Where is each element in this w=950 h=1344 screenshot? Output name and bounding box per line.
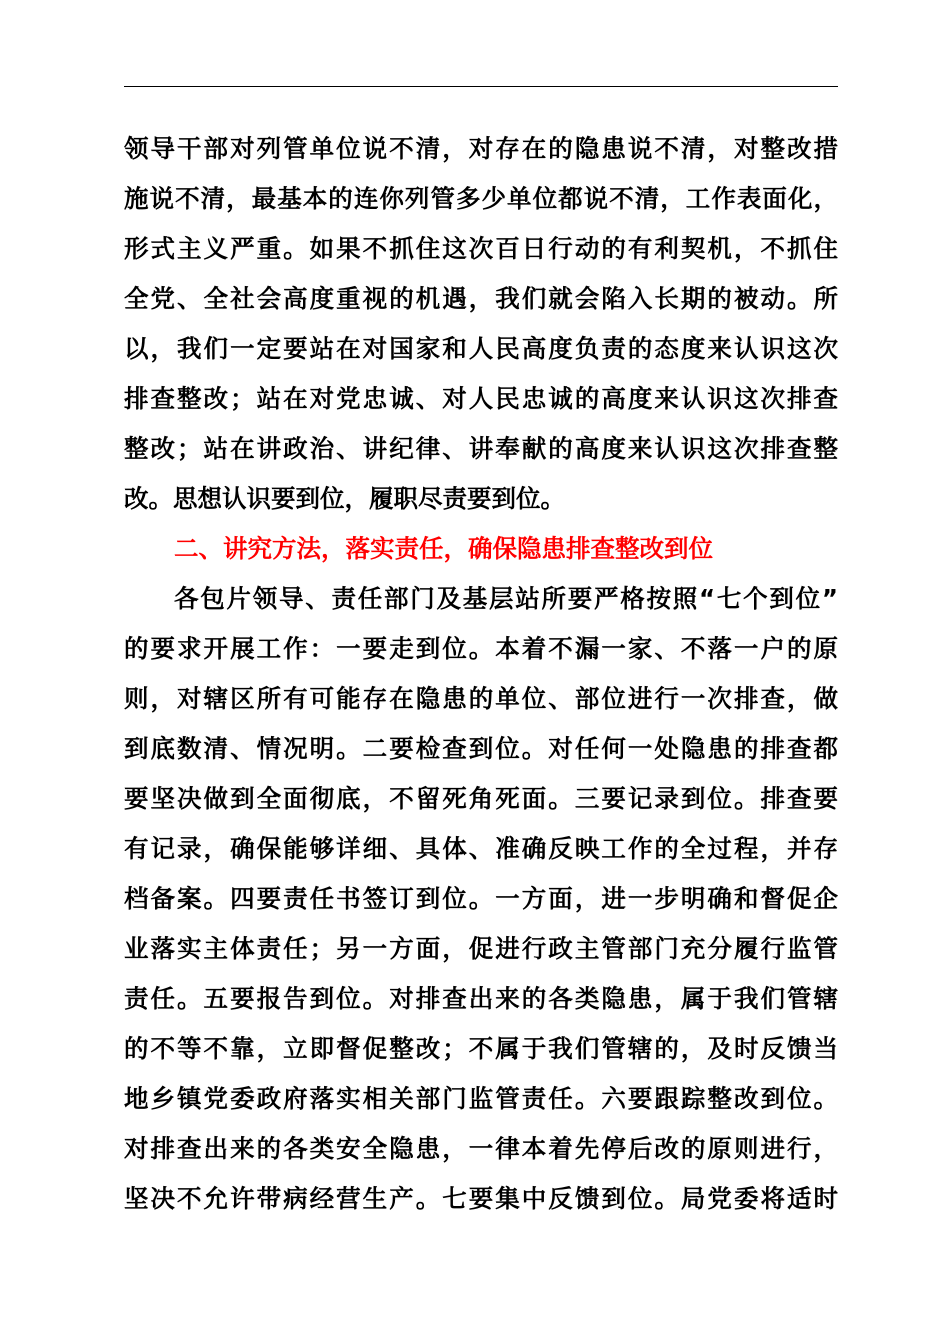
- text-line: 整改；站在讲政治、讲纪律、讲奉献的高度来认识这次排查整: [124, 434, 838, 463]
- text-line: 地乡镇党委政府落实相关部门监管责任。六要跟踪整改到位。: [124, 1084, 838, 1113]
- text-line: 有记录，确保能够详细、具体、准确反映工作的全过程，并存: [124, 834, 838, 863]
- text-line: 坚决不允许带病经营生产。七要集中反馈到位。局党委将适时: [124, 1184, 838, 1213]
- text-line: 业落实主体责任；另一方面，促进行政主管部门充分履行监管: [124, 934, 838, 963]
- section-heading-2: 二、讲究方法，落实责任，确保隐患排查整改到位: [174, 534, 713, 563]
- text-line: 则，对辖区所有可能存在隐患的单位、部位进行一次排查，做: [124, 684, 838, 713]
- document-body: [124, 124, 838, 1224]
- paragraph-section1-continuation: [124, 124, 838, 524]
- text-line: 到底数清、情况明。二要检查到位。对任何一处隐患的排查都: [124, 734, 838, 763]
- text-line: 各包片领导、责任部门及基层站所要严格按照“七个到位”: [174, 584, 838, 613]
- paragraph-section2: [124, 574, 838, 1224]
- text-line: 领导干部对列管单位说不清，对存在的隐患说不清，对整改措: [124, 134, 838, 163]
- text-line: 责任。五要报告到位。对排查出来的各类隐患，属于我们管辖: [124, 984, 838, 1013]
- text-line: 以，我们一定要站在对国家和人民高度负责的态度来认识这次: [124, 334, 838, 363]
- text-line: 要坚决做到全面彻底，不留死角死面。三要记录到位。排查要: [124, 784, 838, 813]
- text-line: 形式主义严重。如果不抓住这次百日行动的有利契机，不抓住: [124, 234, 838, 263]
- text-line: 的不等不靠，立即督促整改；不属于我们管辖的，及时反馈当: [124, 1034, 838, 1063]
- header-rule: [124, 86, 838, 87]
- text-line: 对排查出来的各类安全隐患，一律本着先停后改的原则进行，: [124, 1134, 838, 1163]
- text-line: 施说不清，最基本的连你列管多少单位都说不清，工作表面化，: [124, 184, 838, 213]
- text-line: 排查整改；站在对党忠诚、对人民忠诚的高度来认识这次排查: [124, 384, 838, 413]
- text-line: 的要求开展工作：一要走到位。本着不漏一家、不落一户的原: [124, 634, 838, 663]
- text-line: 全党、全社会高度重视的机遇，我们就会陷入长期的被动。所: [124, 284, 838, 313]
- text-line: 档备案。四要责任书签订到位。一方面，进一步明确和督促企: [124, 884, 838, 913]
- text-line: 改。思想认识要到位，履职尽责要到位。: [124, 484, 565, 513]
